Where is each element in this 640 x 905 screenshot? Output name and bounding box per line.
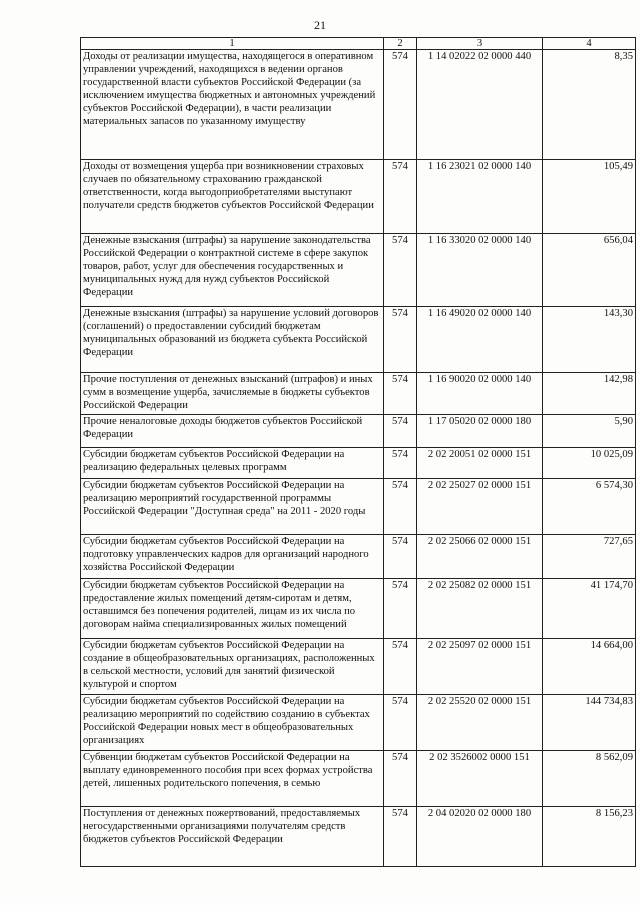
admin-code: 574 <box>384 160 417 234</box>
budget-classification-code: 2 02 25066 02 0000 151 <box>417 535 543 579</box>
admin-code: 574 <box>384 807 417 867</box>
revenue-table <box>80 37 636 867</box>
revenue-name: Прочие поступления от денежных взысканий (штрафов) и иных сумм в возмещение ущерба, зачисляемые в бюджеты субъектов Российской Федерации <box>81 373 384 415</box>
admin-code: 574 <box>384 695 417 751</box>
revenue-name: Субсидии бюджетам субъектов Российской Федерации на создание в общеобразовательных организациях, расположенных в сельской местности, условий для занятий физической культурой и спортом <box>81 639 384 695</box>
table-body <box>81 50 636 867</box>
budget-classification-code: 1 16 23021 02 0000 140 <box>417 160 543 234</box>
admin-code: 574 <box>384 373 417 415</box>
table-header <box>81 38 636 50</box>
revenue-name: Субсидии бюджетам субъектов Российской Федерации на подготовку управленческих кадров для организаций народного хозяйства Российской Федерации <box>81 535 384 579</box>
revenue-name: Субсидии бюджетам субъектов Российской Федерации на реализацию мероприятий государственной программы Российской Федерации "Доступная среда" на 2011 - 2020 годы <box>81 479 384 535</box>
admin-code: 574 <box>384 639 417 695</box>
budget-classification-code: 1 16 49020 02 0000 140 <box>417 307 543 373</box>
page-number: 21 <box>314 18 326 32</box>
admin-code: 574 <box>384 50 417 160</box>
header-col-2: 2 <box>384 38 417 50</box>
revenue-name: Денежные взыскания (штрафы) за нарушение законодательства Российской Федерации о контрактной системе в сфере закупок товаров, работ, услуг для обеспечения государственных и муниципальных нужд для нужд субъектов Российской Федерации <box>81 234 384 307</box>
revenue-name: Поступления от денежных пожертвований, предоставляемых негосударственными организациями получателям средств бюджетов субъектов Российской Федерации <box>81 807 384 867</box>
amount: 8 562,09 <box>543 751 636 807</box>
budget-classification-code: 1 16 90020 02 0000 140 <box>417 373 543 415</box>
table-row <box>81 695 636 751</box>
revenue-name: Субвенции бюджетам субъектов Российской Федерации на выплату единовременного пособия при всех формах устройства детей, лишенных родительского попечения, в семью <box>81 751 384 807</box>
amount: 8,35 <box>543 50 636 160</box>
admin-code: 574 <box>384 415 417 448</box>
revenue-name: Субсидии бюджетам субъектов Российской Федерации на предоставление жилых помещений детям-сиротам и детям, оставшимся без попечения родителей, лицам из их числа по договорам найма специализированных жилых помещений <box>81 579 384 639</box>
budget-classification-code: 1 16 33020 02 0000 140 <box>417 234 543 307</box>
admin-code: 574 <box>384 751 417 807</box>
header-col-3: 3 <box>417 38 543 50</box>
amount: 105,49 <box>543 160 636 234</box>
budget-classification-code: 1 17 05020 02 0000 180 <box>417 415 543 448</box>
table-row <box>81 479 636 535</box>
table-row <box>81 50 636 160</box>
table-row <box>81 160 636 234</box>
budget-classification-code: 2 04 02020 02 0000 180 <box>417 807 543 867</box>
budget-classification-code: 2 02 25097 02 0000 151 <box>417 639 543 695</box>
admin-code: 574 <box>384 307 417 373</box>
admin-code: 574 <box>384 579 417 639</box>
admin-code: 574 <box>384 234 417 307</box>
table-row <box>81 639 636 695</box>
header-row <box>81 38 636 50</box>
table-row <box>81 807 636 867</box>
table-row <box>81 579 636 639</box>
table-row <box>81 234 636 307</box>
table-row <box>81 373 636 415</box>
budget-classification-code: 2 02 20051 02 0000 151 <box>417 448 543 479</box>
table-row <box>81 415 636 448</box>
revenue-name: Субсидии бюджетам субъектов Российской Федерации на реализацию федеральных целевых программ <box>81 448 384 479</box>
amount: 14 664,00 <box>543 639 636 695</box>
amount: 144 734,83 <box>543 695 636 751</box>
revenue-name: Денежные взыскания (штрафы) за нарушение условий договоров (соглашений) о предоставлении субсидий бюджетам муниципальных образований из бюджета субъекта Российской Федерации <box>81 307 384 373</box>
amount: 6 574,30 <box>543 479 636 535</box>
revenue-name: Субсидии бюджетам субъектов Российской Федерации на реализацию мероприятий по содействию созданию в субъектах Российской Федерации новых мест в общеобразовательных организациях <box>81 695 384 751</box>
amount: 41 174,70 <box>543 579 636 639</box>
admin-code: 574 <box>384 535 417 579</box>
table-row <box>81 307 636 373</box>
admin-code: 574 <box>384 448 417 479</box>
header-col-4: 4 <box>543 38 636 50</box>
revenue-name: Прочие неналоговые доходы бюджетов субъектов Российской Федерации <box>81 415 384 448</box>
amount: 727,65 <box>543 535 636 579</box>
amount: 10 025,09 <box>543 448 636 479</box>
budget-classification-code: 2 02 3526002 0000 151 <box>417 751 543 807</box>
amount: 656,04 <box>543 234 636 307</box>
budget-classification-code: 2 02 25082 02 0000 151 <box>417 579 543 639</box>
amount: 143,30 <box>543 307 636 373</box>
amount: 142,98 <box>543 373 636 415</box>
amount: 8 156,23 <box>543 807 636 867</box>
amount: 5,90 <box>543 415 636 448</box>
table-row <box>81 751 636 807</box>
revenue-name: Доходы от возмещения ущерба при возникновении страховых случаев по обязательному страхованию гражданской ответственности, когда выгодоприобретателями выступают получатели средств бюджетов субъектов Российской Федерации <box>81 160 384 234</box>
table-row <box>81 535 636 579</box>
revenue-name: Доходы от реализации имущества, находящегося в оперативном управлении учреждений, находящихся в ведении органов государственной власти субъектов Российской Федерации (за исключением имущества бюджетных и автономных учреждений субъектов Российской Федерации), в части реализации материальных запасов по указанному имуществу <box>81 50 384 160</box>
table-row <box>81 448 636 479</box>
budget-classification-code: 2 02 25520 02 0000 151 <box>417 695 543 751</box>
budget-classification-code: 1 14 02022 02 0000 440 <box>417 50 543 160</box>
budget-classification-code: 2 02 25027 02 0000 151 <box>417 479 543 535</box>
admin-code: 574 <box>384 479 417 535</box>
header-col-1: 1 <box>81 38 384 50</box>
